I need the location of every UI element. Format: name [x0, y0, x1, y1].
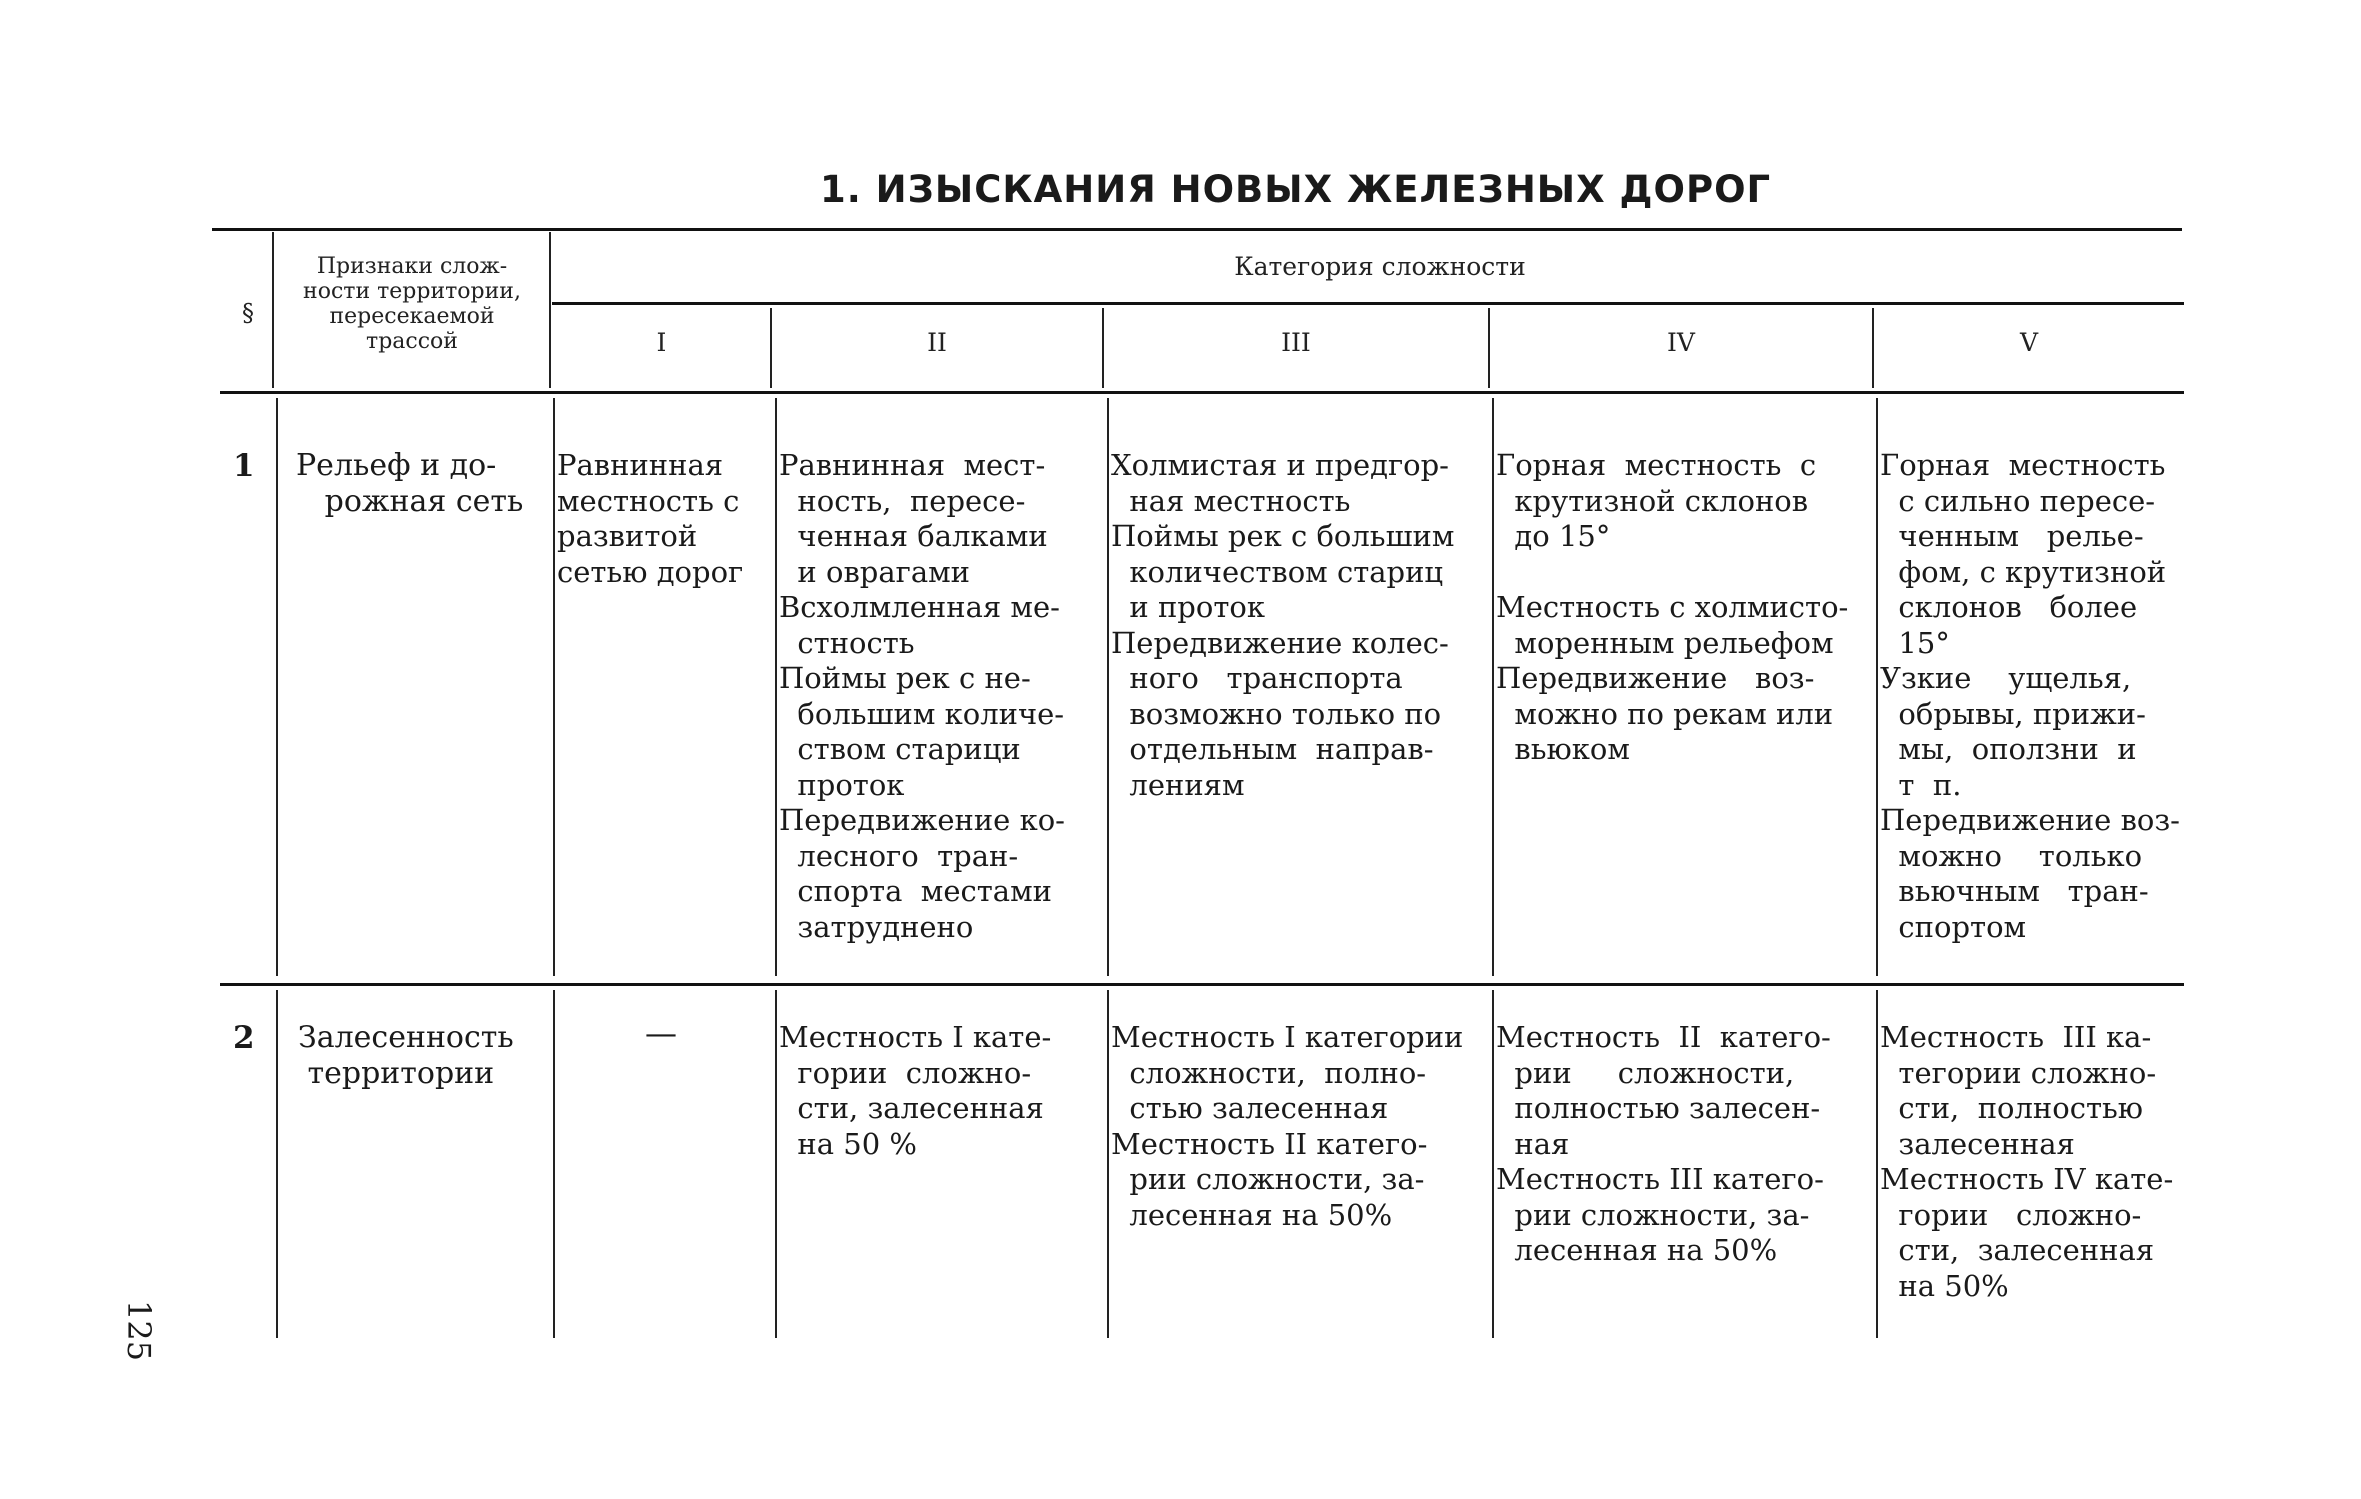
row-number: 2	[233, 1020, 255, 1056]
row-vline	[1107, 990, 1109, 1338]
row-vline	[1876, 398, 1878, 976]
row-vline	[775, 990, 777, 1338]
row-cell-c2: Местность I кате- гории сложно- сти, залесенная на 50 %	[779, 1020, 1052, 1161]
row-feature: Залесенность территории	[298, 1020, 514, 1091]
header-category: Категория сложности	[1234, 252, 1526, 281]
row-cell-c2: Равнинная мест- ность, пересе- ченная балками и оврагами Всхолмленная ме- стность Поймы рек с не- большим количе- ством старици проток Передвижение ко- лесного тран- спорта местами затруднено	[779, 448, 1065, 944]
row-vline	[1876, 990, 1878, 1338]
page-number: 125	[120, 1300, 158, 1362]
header-bottom-rule	[220, 391, 2184, 394]
category-rule	[552, 302, 2184, 305]
header-col-2: II	[927, 328, 947, 357]
header-col-3: III	[1281, 328, 1311, 357]
row-number: 1	[233, 448, 255, 484]
row-cell-c5: Горная местность с сильно пересе- ченным релье- фом, с крутизной склонов более 15° Узкие ущелья, обрывы, прижи- мы, оползни и т п. Передвижение воз- можно только вьючным тран- спортом	[1880, 448, 2180, 944]
header-col-5: V	[2019, 328, 2039, 357]
row-cell-c4: Местность II катего- рии сложности, полностью залесен- ная Местность III катего- рии сложности, за- лесенная на 50%	[1496, 1020, 1831, 1267]
header-vline	[272, 232, 274, 388]
row-cell-c5: Местность III ка- тегории сложно- сти, полностью залесенная Местность IV кате- гории сложно- сти, залесенная на 50%	[1880, 1020, 2174, 1303]
row-vline	[1492, 990, 1494, 1338]
row-vline	[1107, 398, 1109, 976]
row-vline	[276, 990, 278, 1338]
row-cell-c3: Местность I категории сложности, полно- стью залесенная Местность II катего- рии сложности, за- лесенная на 50%	[1111, 1020, 1464, 1232]
row-cell-c1: —	[645, 1014, 677, 1052]
row-cell-c3: Холмистая и предгор- ная местность Поймы рек с большим количеством стариц и проток Передвижение колес- ного транспорта возможно только по отдельным направ- лениям	[1111, 448, 1455, 802]
row-vline	[775, 398, 777, 976]
header-feature: Признаки слож- ности территории, пересекаемой трассой	[303, 254, 521, 354]
row-divider-rule	[220, 983, 2184, 986]
row-cell-c1: Равнинная местность с развитой сетью дорог	[557, 448, 744, 589]
header-col-1: I	[656, 328, 667, 357]
row-cell-c4: Горная местность с крутизной склонов до 15° Местность с холмисто- моренным рельефом Передвижение воз- можно по рекам или вьюком	[1496, 448, 1849, 766]
row-vline	[276, 398, 278, 976]
header-col-4: IV	[1667, 328, 1695, 357]
table-top-rule	[212, 228, 2182, 231]
row-feature: Рельеф и до- рожная сеть	[296, 448, 524, 519]
header-vline	[549, 232, 551, 388]
row-vline	[1492, 398, 1494, 976]
header-num: §	[242, 299, 254, 327]
page-title: 1. ИЗЫСКАНИЯ НОВЫХ ЖЕЛЕЗНЫХ ДОРОГ	[820, 168, 1772, 211]
row-vline	[553, 990, 555, 1338]
row-vline	[553, 398, 555, 976]
